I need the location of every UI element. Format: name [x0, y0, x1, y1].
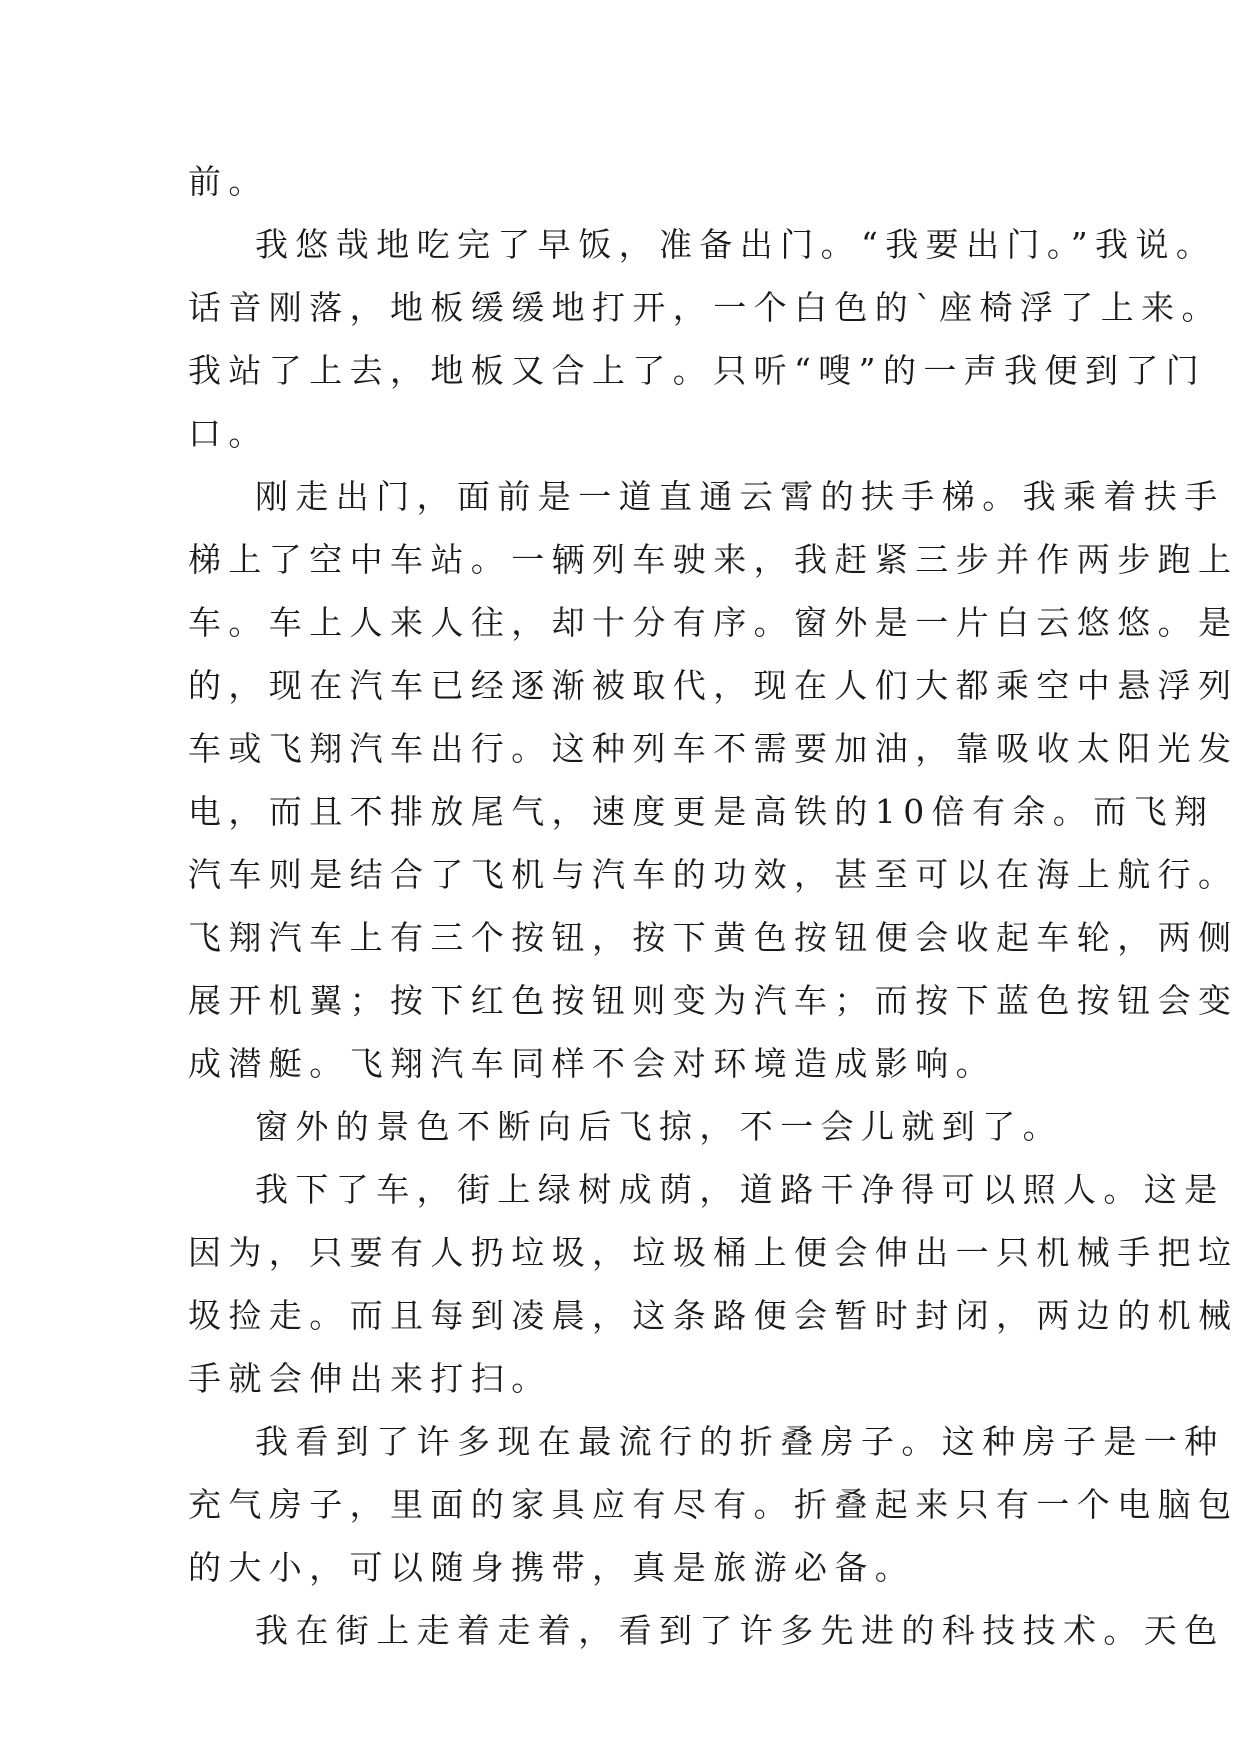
body-text	[188, 150, 1239, 1662]
paragraph-first-line: 我悠哉地吃完了早饭，准备出门。“我要出门。”我说。	[255, 225, 1217, 264]
text-line: 前。	[188, 162, 269, 201]
paragraph-first-line: 我在街上走着走着，看到了许多先进的科技技术。天色	[255, 1611, 1225, 1650]
text-line: 梯上了空中车站。一辆列车驶来，我赶紧三步并作两步跑上	[188, 540, 1239, 579]
paragraph-first-line: 窗外的景色不断向后飞掠，不一会儿就到了。	[255, 1107, 1063, 1146]
text-line: 展开机翼；按下红色按钮则变为汽车；而按下蓝色按钮会变	[188, 981, 1239, 1020]
paragraph-first-line: 我下了车，街上绿树成荫，道路干净得可以照人。这是	[255, 1170, 1225, 1209]
text-line: 因为，只要有人扔垃圾，垃圾桶上便会伸出一只机械手把垃	[188, 1233, 1239, 1272]
text-line: 话音刚落，地板缓缓地打开，一个白色的`座椅浮了上来。	[188, 288, 1222, 327]
text-line: 车。车上人来人往，却十分有序。窗外是一片白云悠悠。是	[188, 603, 1239, 642]
text-line: 车或飞翔汽车出行。这种列车不需要加油，靠吸收太阳光发	[188, 729, 1239, 768]
paragraph-first-line: 刚走出门，面前是一道直通云霄的扶手梯。我乘着扶手	[255, 477, 1225, 516]
paragraph-first-line: 我看到了许多现在最流行的折叠房子。这种房子是一种	[255, 1422, 1225, 1461]
text-line: 汽车则是结合了飞机与汽车的功效，甚至可以在海上航行。	[188, 855, 1239, 894]
text-line: 的大小，可以随身携带，真是旅游必备。	[188, 1548, 916, 1587]
text-line: 的，现在汽车已经逐渐被取代，现在人们大都乘空中悬浮列	[188, 666, 1239, 705]
text-line: 我站了上去，地板又合上了。只听“嗖”的一声我便到了门	[188, 351, 1207, 390]
text-line: 圾捡走。而且每到凌晨，这条路便会暂时封闭，两边的机械	[188, 1296, 1239, 1335]
text-line: 电，而且不排放尾气，速度更是高铁的10倍有余。而飞翔	[188, 792, 1215, 831]
text-line: 充气房子，里面的家具应有尽有。折叠起来只有一个电脑包	[188, 1485, 1239, 1524]
text-line: 手就会伸出来打扫。	[188, 1359, 552, 1398]
text-line: 口。	[188, 414, 269, 453]
text-line: 成潜艇。飞翔汽车同样不会对环境造成影响。	[188, 1044, 996, 1083]
text-line: 飞翔汽车上有三个按钮，按下黄色按钮便会收起车轮，两侧	[188, 918, 1239, 957]
